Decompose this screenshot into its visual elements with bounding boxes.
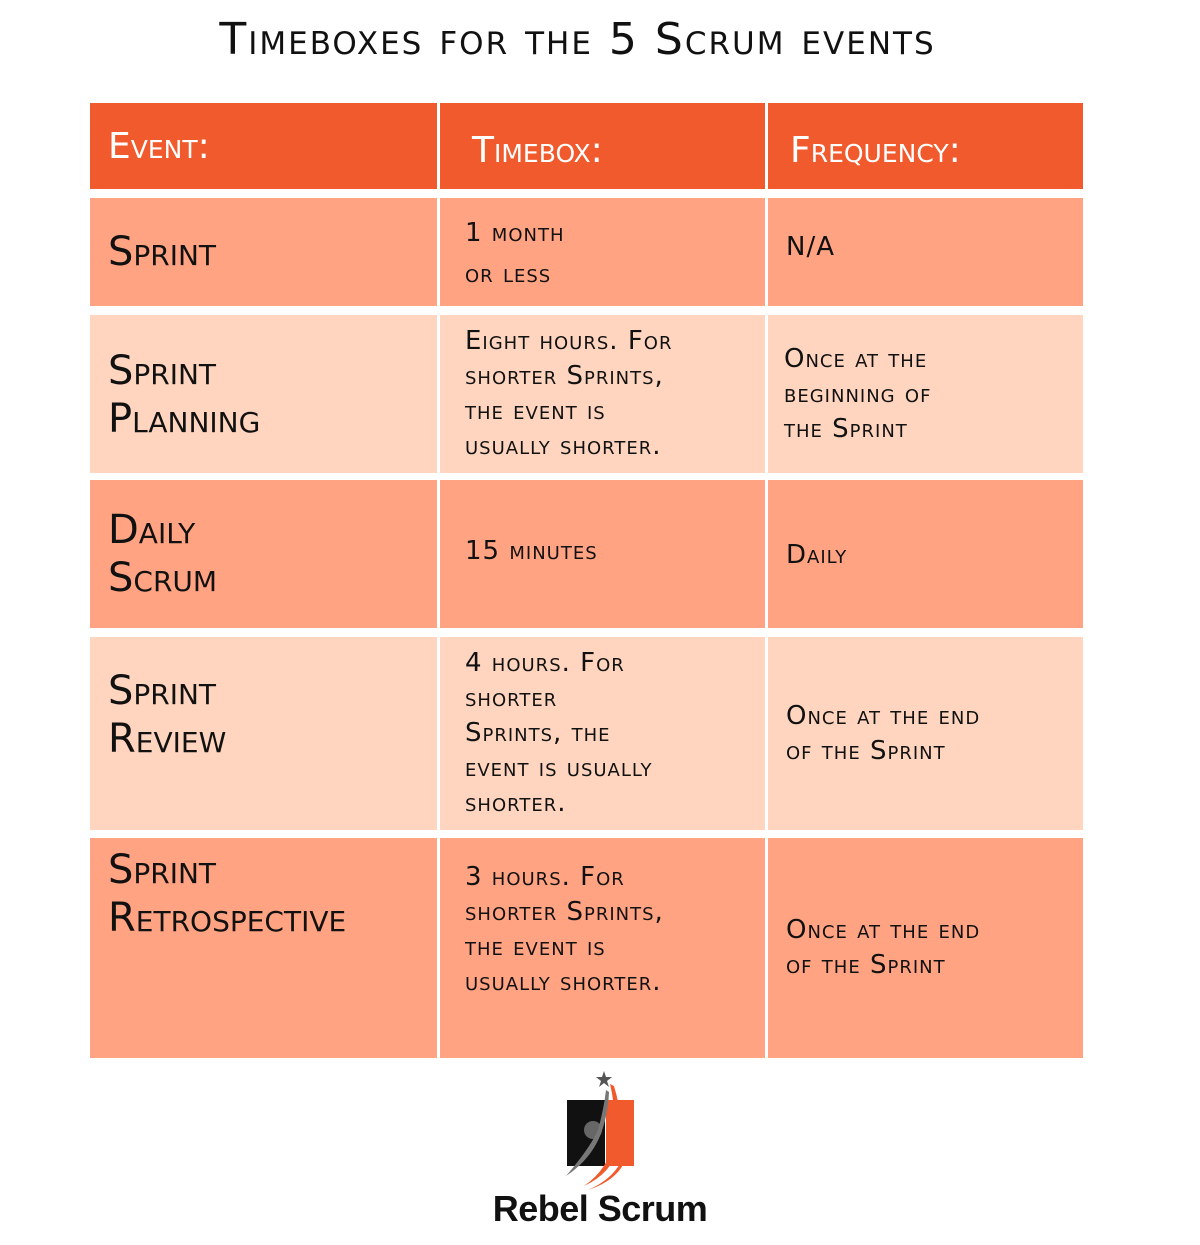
event-cell: [90, 480, 437, 628]
event-cell: [90, 198, 437, 306]
star-figure-logo-icon: [480, 1068, 720, 1193]
frequency-cell: [768, 480, 1083, 628]
timebox-line: Eight hours. For: [465, 326, 673, 356]
frequency-line: Daily: [786, 540, 848, 570]
table-row: [90, 637, 1083, 830]
timebox-line: 3 hours. For: [465, 862, 625, 892]
timebox-line: the event is: [465, 396, 606, 426]
timebox-line: usually shorter.: [465, 967, 662, 997]
timebox-cell: [440, 315, 765, 473]
event-line: Review: [108, 716, 227, 762]
timebox-line: shorter.: [465, 788, 567, 818]
event-line: Sprint: [108, 668, 217, 714]
event-line: Retrospective: [108, 895, 347, 941]
frequency-line: Once at the: [784, 343, 928, 374]
frequency-cell: [768, 315, 1083, 473]
timebox-line: or less: [465, 259, 552, 289]
timebox-cell: [440, 637, 765, 830]
header-frequency: Frequency:: [768, 103, 1083, 189]
timebox-cell: [440, 198, 765, 306]
timebox-line: the event is: [465, 932, 606, 962]
page-title: Timeboxes for the 5 Scrum events: [219, 14, 936, 65]
event-cell: [90, 315, 437, 473]
frequency-line: the Sprint: [784, 413, 908, 444]
event-line: Sprint: [108, 847, 217, 893]
table-row: [90, 315, 1083, 473]
table-row: [90, 480, 1083, 628]
timebox-line: shorter Sprints,: [465, 897, 664, 927]
event-line: Daily: [108, 507, 196, 553]
timebox-line: 15 minutes: [465, 536, 598, 566]
event-line: Planning: [108, 396, 261, 442]
timebox-cell: [440, 838, 765, 1058]
frequency-line: N/A: [786, 232, 835, 262]
frequency-line: beginning of: [784, 378, 932, 409]
rebel-scrum-logo: [480, 1068, 720, 1238]
timebox-line: shorter Sprints,: [465, 361, 664, 391]
timebox-line: 4 hours. For: [465, 648, 625, 678]
logo-text: Rebel Scrum: [492, 1188, 708, 1229]
frequency-line: of the Sprint: [786, 950, 946, 980]
table-header: [90, 103, 1083, 189]
timebox-line: 1 month: [465, 218, 565, 248]
header-event: Event:: [90, 103, 437, 189]
event-cell: [90, 637, 437, 830]
table-row: [90, 198, 1083, 306]
event-line: Scrum: [108, 555, 218, 601]
frequency-cell: [768, 198, 1083, 306]
frequency-line: Once at the end: [786, 700, 981, 731]
timebox-cell: [440, 480, 765, 628]
frequency-cell: [768, 838, 1083, 1058]
timebox-line: Sprints, the: [465, 718, 611, 748]
event-cell: [90, 838, 437, 1058]
event-line: Sprint: [108, 348, 217, 394]
table-row: [90, 838, 1083, 1058]
frequency-line: Once at the end: [786, 915, 981, 945]
timebox-line: shorter: [465, 683, 558, 713]
header-timebox: Timebox:: [440, 103, 765, 189]
frequency-line: of the Sprint: [786, 735, 946, 766]
timebox-line: usually shorter.: [465, 431, 662, 461]
frequency-cell: [768, 637, 1083, 830]
event-line: Sprint: [108, 229, 217, 275]
timebox-line: event is usually: [465, 753, 653, 783]
